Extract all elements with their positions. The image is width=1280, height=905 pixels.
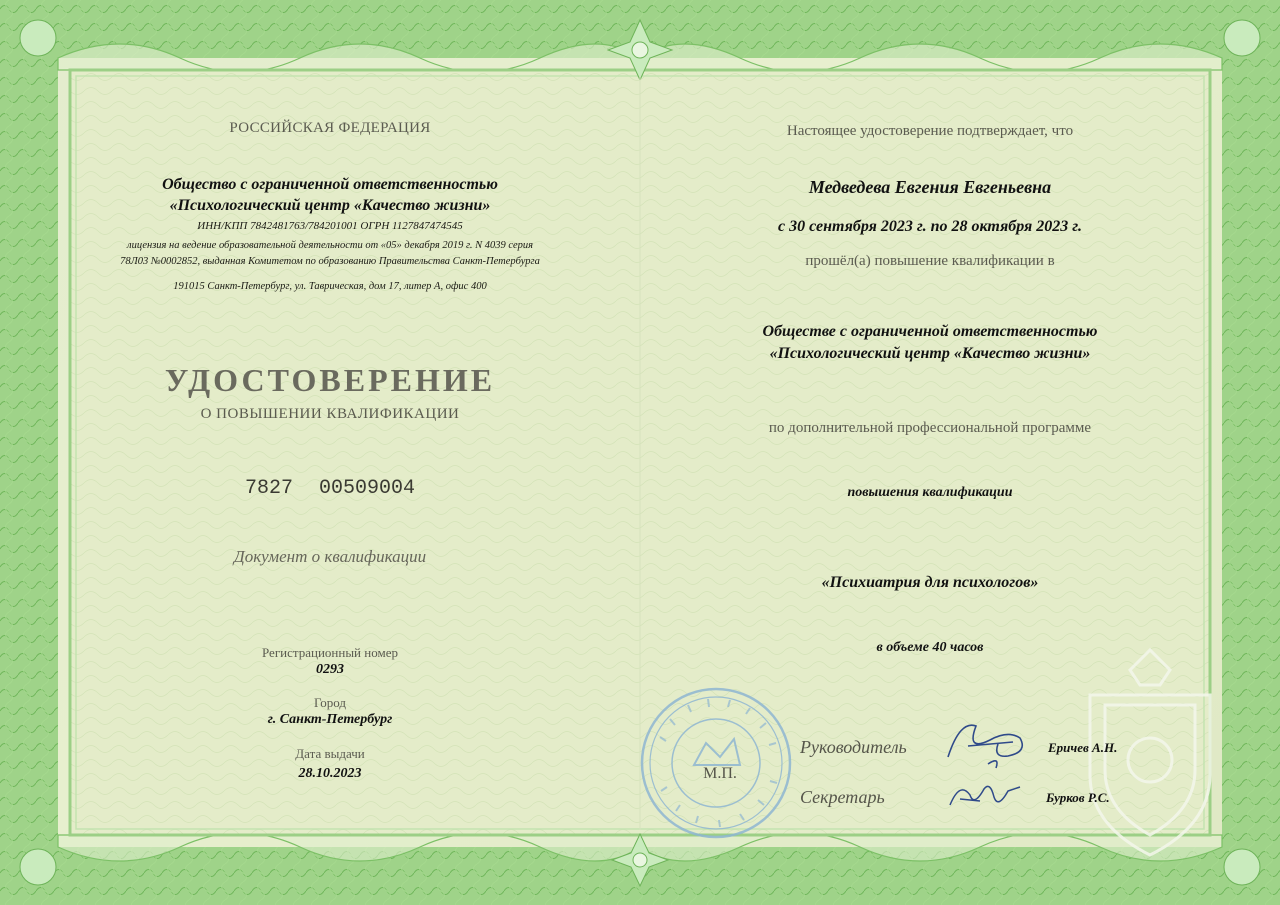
provider-org-line2: «Психологический центр «Качество жизни» xyxy=(769,345,1091,362)
document-series: 7827 xyxy=(244,477,293,500)
registration-label: Регистрационный номер xyxy=(262,645,398,660)
registration-number: 0293 xyxy=(316,662,344,677)
issuer-address: 191015 Санкт-Петербург, ул. Таврическая, дом 17, литер А, офис 400 xyxy=(173,281,487,292)
issue-date-label: Дата выдачи xyxy=(295,746,365,761)
country-heading: РОССИЙСКАЯ ФЕДЕРАЦИЯ xyxy=(229,120,431,136)
round-stamp xyxy=(636,683,796,843)
issuer-inn: ИНН/КПП 7842481763/784201001 ОГРН 1127847474545 xyxy=(197,220,463,232)
city-value: г. Санкт-Петербург xyxy=(267,712,393,727)
passed-text: прошёл(а) повышение квалификации в xyxy=(805,253,1055,269)
intro-text: Настоящее удостоверение подтверждает, что xyxy=(786,123,1074,139)
provider-org-line1: Обществе с ограниченной ответственностью xyxy=(762,323,1098,340)
license-line1: лицензия на ведение образовательной деятельности от «05» декабря 2019 г. N 4039 серия xyxy=(127,240,533,251)
secretary-label: Секретарь xyxy=(800,787,885,807)
secretary-name: Бурков Р.С. xyxy=(1046,790,1110,805)
issuer-org-line2: «Психологический центр «Качество жизни» xyxy=(169,197,491,214)
head-signature xyxy=(938,712,1038,772)
license-line2: 78Л03 №0002852, выданная Комитетом по образованию Правительства Санкт-Петербурга xyxy=(120,256,540,267)
program-name: «Психиатрия для психологов» xyxy=(821,574,1039,591)
head-label: Руководитель xyxy=(800,737,907,757)
issue-date-value: 28.10.2023 xyxy=(298,766,362,781)
document-subtitle: О ПОВЫШЕНИИ КВАЛИФИКАЦИИ xyxy=(200,406,460,422)
document-type: Документ о квалификации xyxy=(233,547,427,566)
program-type: повышения квалификации xyxy=(847,485,1013,500)
document-title: УДОСТОВЕРЕНИЕ xyxy=(164,362,496,398)
document-serial: 00509004 xyxy=(319,477,416,500)
holder-name: Медведева Евгения Евгеньевна xyxy=(808,177,1052,197)
stamp-place-mark: М.П. xyxy=(703,765,737,782)
head-name: Еричев А.Н. xyxy=(1048,740,1118,755)
program-volume: в объеме 40 часов xyxy=(876,640,984,655)
secretary-signature xyxy=(940,775,1030,815)
program-intro: по дополнительной профессиональной программе xyxy=(768,420,1092,436)
document-number xyxy=(70,477,590,500)
city-label: Город xyxy=(313,695,347,710)
issuer-org-line1: Общество с ограниченной ответственностью xyxy=(162,176,498,193)
training-period: с 30 сентября 2023 г. по 28 октября 2023 г. xyxy=(778,218,1082,235)
